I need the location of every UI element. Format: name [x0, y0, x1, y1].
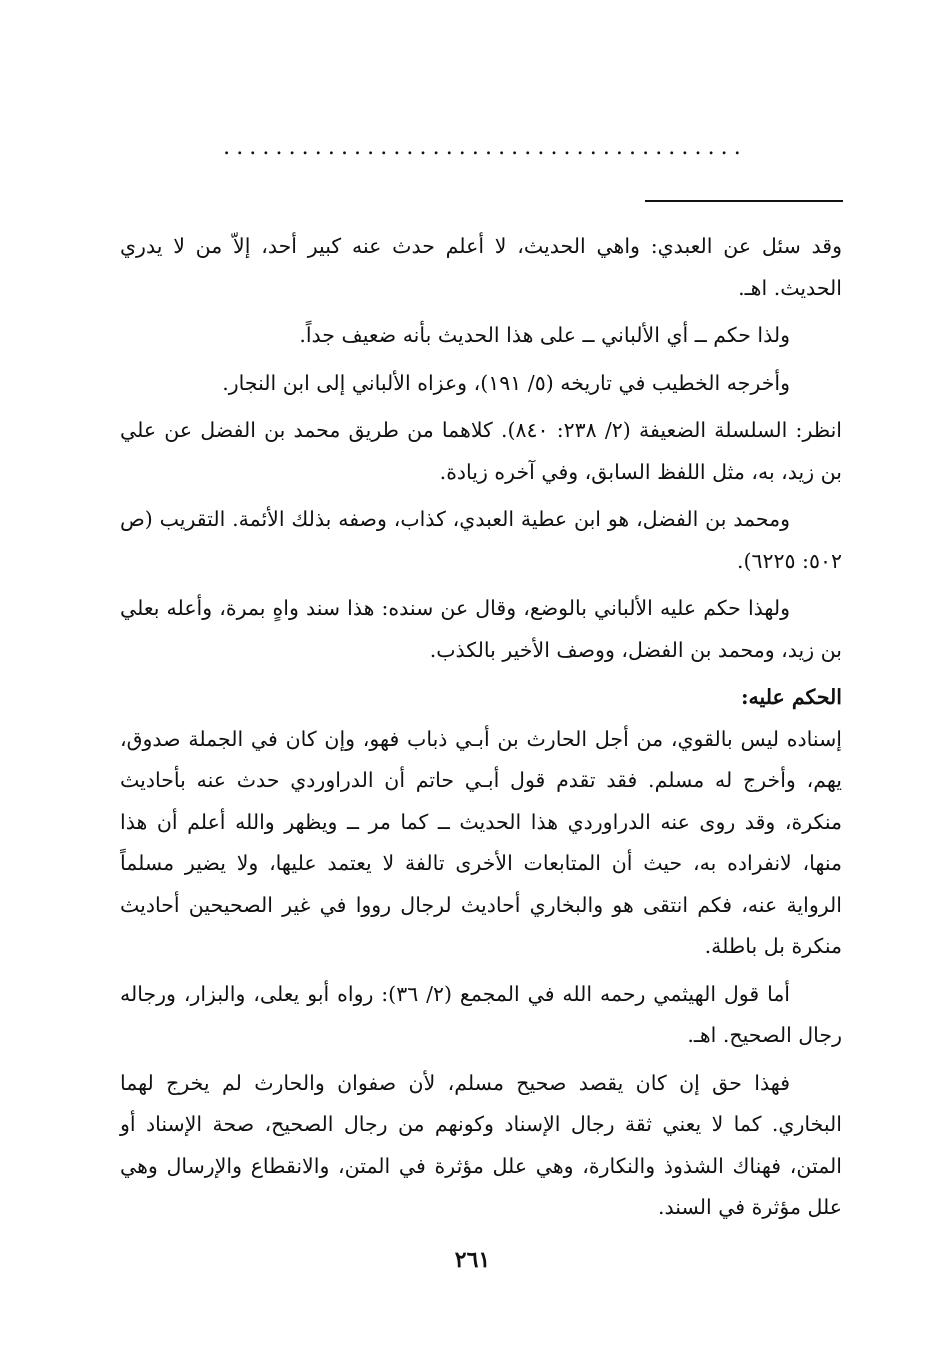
- paragraph-sahih-muslim: فهذا حق إن كان يقصد صحيح مسلم، لأن صفوان والحارث لم يخرج لهما البخاري. كما لا يعني ثقة رجال الإسناد وكونهم من رجال الصحيح، صحة الإسناد أو المتن، فهناك الشذوذ والنكارة، وهي علل مؤثرة في المتن، والانقطاع والإرسال وهي علل مؤثرة في السند.: [120, 1070, 842, 1219]
- paragraph-khatib: وأخرجه الخطيب في تاريخه (٥/ ١٩١)، وعزاه الألباني إلى ابن النجار.: [222, 370, 790, 395]
- paragraph-abdi-quote: وقد سئل عن العبدي: واهي الحديث، لا أعلم حدث عنه كبير أحد، إلاّ من لا يدري الحديث. اهـ.: [120, 234, 842, 300]
- footnote-rule: [645, 200, 843, 202]
- paragraph-albani-wad: ولهذا حكم عليه الألباني بالوضع، وقال عن سنده: هذا سند واهٍ بمرة، وأعله بعلي بن زيد، ومحمد بن الفضل، ووصف الأخير بالكذب.: [120, 596, 842, 662]
- paragraph-silsila: انظر: السلسلة الضعيفة (٢/ ٢٣٨: ٨٤٠). كلاهما من طريق محمد بن الفضل عن علي بن زيد، به، مثل اللفظ السابق، وفي آخره زيادة.: [120, 418, 842, 484]
- section-heading: الحكم عليه:: [740, 685, 842, 709]
- paragraph-isnad-ruling: إسناده ليس بالقوي، من أجل الحارث بن أبـي ذباب فهو، وإن كان في الجملة صدوق، يهم، وأخرج له مسلم. فقد تقدم قول أبـي حاتم أن الدراوردي حدث عنه بأحاديث منكرة، وقد روى عنه الدراوردي هذا الحديث ــ كما مر ــ ويظهر والله أعلم أن هذا منها، لانفراده به، حيث أن المتابعات الأخرى تالفة لا يعتمد عليها، ولا يضير مسلماً الرواية عنه، فكم انتقى هو والبخاري أحاديث لرجال رووا في غير الصحيحين أحاديث منكرة بل باطلة.: [120, 726, 843, 958]
- footnote-text: [120, 226, 842, 1235]
- paragraph-haythami: أما قول الهيثمي رحمه الله في المجمع (٢/ ٣٦): رواه أبو يعلى، والبزار، ورجاله رجال الصحيح. اهـ.: [120, 981, 842, 1047]
- page-number: ٢٦١: [454, 1247, 491, 1273]
- paragraph-muhammad-ibn-fadl: ومحمد بن الفضل، هو ابن عطية العبدي، كذاب، وصفه بذلك الأئمة. التقريب (ص ٥٠٢: ٦٢٢٥).: [120, 507, 842, 573]
- paragraph-albani-ruling: ولذا حكم ــ أي الألباني ــ على هذا الحديث بأنه ضعيف جداً.: [299, 323, 790, 347]
- dotted-separator: ........................................: [223, 136, 747, 160]
